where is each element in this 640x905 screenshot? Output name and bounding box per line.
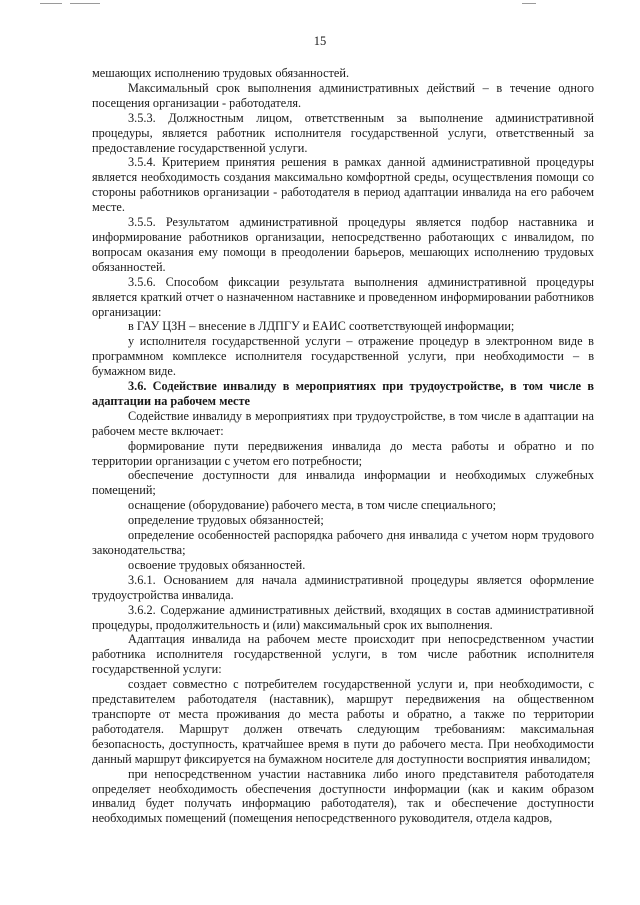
paragraph: 3.6.1. Основанием для начала административной процедуры является оформление трудоустройства инвалида. — [92, 572, 594, 602]
section-heading: 3.6. Содействие инвалиду в мероприятиях при трудоустройстве, в том числе в адаптации на рабочем месте — [92, 379, 594, 408]
list-item: освоение трудовых обязанностей. — [128, 557, 306, 572]
paragraph: 3.5.6. Способом фиксации результата выполнения административной процедуры является краткий отчет о назначенном наставнике и проведенном информировании работников организации: — [92, 274, 594, 319]
page-number: 15 — [313, 34, 327, 48]
list-item: определение трудовых обязанностей; — [128, 513, 324, 528]
paragraph: Содействие инвалиду в мероприятиях при трудоустройстве, в том числе в адаптации на рабочем месте включает: — [92, 408, 594, 438]
list-item: определение особенностей распорядка рабочего дня инвалида с учетом норм трудового законодательства; — [92, 528, 594, 557]
paragraph: мешающих исполнению трудовых обязанностей. — [92, 66, 350, 80]
paragraph: Максимальный срок выполнения административных действий – в течение одного посещения организации - работодателя. — [92, 80, 594, 110]
list-item: обеспечение доступности для инвалида информации и необходимых служебных помещений; — [92, 468, 594, 498]
paragraph: 3.5.3. Должностным лицом, ответственным за выполнение административной процедуры, является работник исполнителя государственной услуги, ответственный за предоставление государственной услуги. — [92, 110, 594, 155]
list-item: оснащение (оборудование) рабочего места, в том числе специального; — [128, 498, 497, 513]
paragraph: у исполнителя государственной услуги – отражение процедур в электронном виде в программном комплексе исполнителя государственной услуги, при необходимости – в бумажном виде. — [92, 334, 594, 379]
scan-artifact — [70, 3, 100, 4]
list-item: создает совместно с потребителем государственной услуги и, при необходимости, с представителем работодателя (наставник), маршрут передвижения на общественном транспорте от места проживания до места работы и обратно, а также по территории работодателя. Маршрут должен отвечать следующим требованиям: максимальная безопасность, доступность, кратчайшее время в пути до рабочего места. При необходимости данный маршрут фиксируется на бумажном носителе для доступности восприятия инвалидом; — [92, 677, 594, 766]
document-body — [92, 66, 594, 826]
paragraph: 3.5.5. Результатом административной процедуры является подбор наставника и информирование работников организации, непосредственно работающих с инвалидом, по вопросам оказания ему помощи в преодолении барьеров, мешающих исполнению трудовых обязанностей. — [92, 215, 594, 274]
paragraph: 3.5.4. Критерием принятия решения в рамках данной административной процедуры является необходимость создания максимально комфортной среды, осуществления помощи со стороны работников организации - работодателя в период адаптации инвалида на его рабочем месте. — [92, 155, 594, 215]
list-item: формирование пути передвижения инвалида до места работы и обратно и по территории организации с учетом его потребности; — [92, 438, 594, 468]
paragraph: 3.6.2. Содержание административных действий, входящих в состав административной процедуры, продолжительность и (или) максимальный срок их выполнения. — [92, 602, 594, 632]
paragraph: Адаптация инвалида на рабочем месте происходит при непосредственном участии работника исполнителя государственной услуги, в том числе работник исполнителя государственной услуги: — [92, 632, 594, 677]
scan-artifact — [522, 3, 536, 4]
list-item: при непосредственном участии наставника либо иного представителя работодателя определяет необходимость обеспечения доступности информации (как и каким образом инвалид будет получать информацию работодателя), так и обеспечение доступности необходимых помещений (помещения непосредственного руководителя, отдела кадров, — [92, 766, 594, 826]
scan-artifact — [40, 3, 62, 4]
paragraph: в ГАУ ЦЗН – внесение в ЛДПГУ и ЕАИС соответствующей информации; — [128, 319, 515, 334]
